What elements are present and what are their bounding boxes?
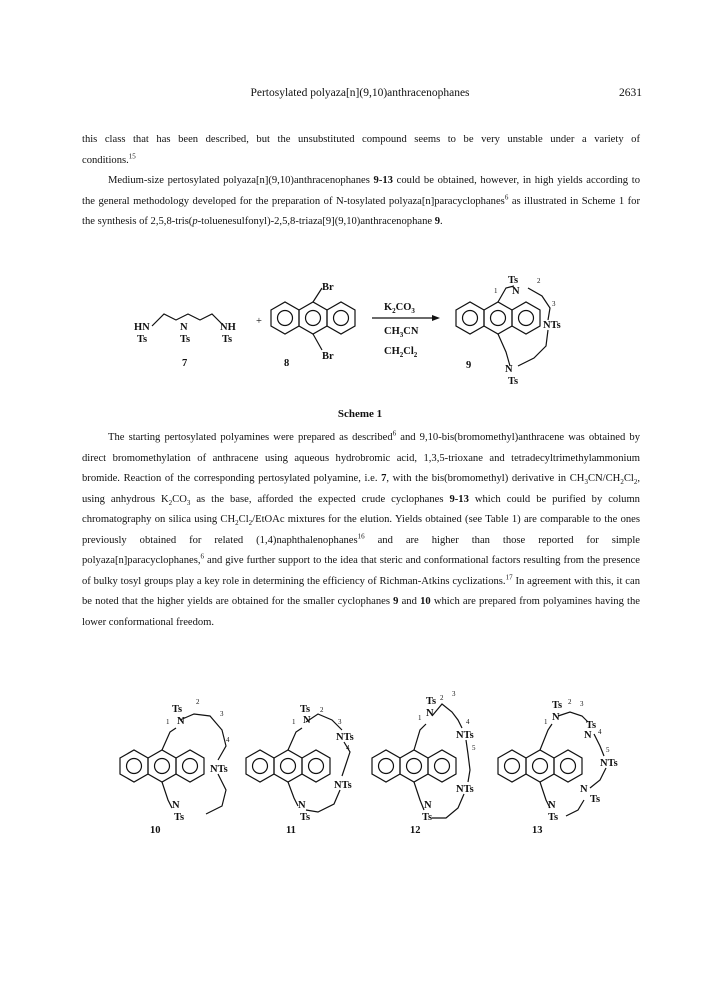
para1-line2: conditions.$^{15}$ <box>82 151 136 166</box>
c12-pos4: 4 <box>466 718 470 726</box>
c11-ts-bottom: Ts <box>300 812 311 823</box>
c12-pos3: 3 <box>452 690 456 698</box>
c13-pos1: 1 <box>544 718 548 726</box>
reagent-k2co3: $K_2CO_3$ <box>384 302 415 315</box>
c11-pos4: 4 <box>346 744 350 752</box>
c12-ts-top: Ts <box>426 696 437 707</box>
structures-10-13-figure <box>0 690 720 840</box>
para2-text: Medium-size pertosylated polyaza[n](9,10)anthracenophanes 9-13 could be obtained, however, in high yields according to the general methodology developed for the preparation of N-tosylated polyaza[n]paracyclophanes$^6$ as illustrated in Scheme 1 for the synthesis of 2,5,8-tris(p-toluenesulfonyl)-2,5,8-triaza[9](9,10)anthracenophane 9. <box>82 175 641 227</box>
c10-n-top: N <box>177 716 185 727</box>
c11-pos2: 2 <box>320 706 324 714</box>
paragraph-3 <box>82 428 640 633</box>
c13-n-lower: N <box>580 784 588 795</box>
c11-label: 11 <box>286 825 296 836</box>
reagent-ch3cn: $CH_3CN$ <box>384 326 419 339</box>
compound8-br-bottom: Br <box>322 351 334 362</box>
c10-pos1: 1 <box>166 718 170 726</box>
c13-pos3: 3 <box>580 700 584 708</box>
compound9-pos2: 2 <box>537 277 541 285</box>
c12-n-bottom: N <box>424 800 432 811</box>
c11-ts-top: Ts <box>300 704 311 715</box>
c12-n-top: N <box>426 708 434 719</box>
paragraph-1 <box>82 130 640 171</box>
c12-nts-upper: NTs <box>456 730 474 741</box>
compound7-label: 7 <box>182 358 188 369</box>
c11-pos1: 1 <box>292 718 296 726</box>
c12-nts-lower: NTs <box>456 784 474 795</box>
c12-pos2: 2 <box>440 694 444 702</box>
c10-ts-bottom: Ts <box>174 812 185 823</box>
c13-n-bottom: N <box>548 800 556 811</box>
compound9-ts-bottom: Ts <box>508 376 519 387</box>
c11-n-top: N <box>303 715 311 726</box>
c10-pos2: 2 <box>196 698 200 706</box>
para3-text: The starting pertosylated polyamines were prepared as described$^6$ and 9,10-bis(bromomethyl)anthracene was obtained by direct bromomethylation of anthracene using aqueous hydrobromic acid, 1,3,5-trioxane and tetradecyltrimethylammonium bromide. Reaction of the corresponding pertosylated polyamine, i.e. 7, with the bis(bromomethyl) derivative in $CH_3CN/CH_2Cl_2$, using anhydrous $K_2CO_3$ as the base, afforded the expected crude cyclophanes 9-13 which could be purified by column chromatography on silica using $CH_2Cl_2$/EtOAc mixtures for the elution. Yields obtained (see Table 1) are comparable to the ones previously obtained for related (1,4)naphthalenophanes$^{16}$ and are higher than those reported for simple polyaza[n]paracyclophanes,$^6$ and give further support to the idea that steric and conformational factors resulting from the presence of bulky tosyl groups play a key role in determining the efficiency of Richman-Atkins cyclizations.$^{17}$ In agreement with this, it can be noted that the higher yields are obtained for the smaller cyclophanes 9 and 10 which are prepared from polyamines having the lower conformational freedom. <box>82 429 641 628</box>
c13-pos5: 5 <box>606 746 610 754</box>
scheme-1-title: Scheme 1 <box>337 408 383 420</box>
running-header <box>0 87 720 107</box>
compound7-ts2: Ts <box>180 334 191 345</box>
compound9-n-top: N <box>512 286 520 297</box>
compound8-anthracene <box>271 288 355 350</box>
c13-ts-top: Ts <box>552 700 563 711</box>
compound7-ts1: Ts <box>137 334 148 345</box>
c13-nts-right: NTs <box>600 758 618 769</box>
c13-ts-lower: Ts <box>590 794 601 805</box>
c12-ts-bottom: Ts <box>422 812 433 823</box>
page-number: 2631 <box>619 87 642 99</box>
c10-pos4: 4 <box>226 736 230 744</box>
para1-line1: this class that has been described, but the unsubstituted compound seems to be very unstable under a variety of <box>82 134 640 145</box>
c11-pos3: 3 <box>338 718 342 726</box>
c13-pos4: 4 <box>598 728 602 736</box>
reagent-ch2cl2: $CH_2Cl_2$ <box>384 346 418 359</box>
c13-label: 13 <box>532 825 543 836</box>
compound9-n-bottom: N <box>505 364 513 375</box>
c10-n-bottom: N <box>172 800 180 811</box>
compound11-structure <box>246 714 350 812</box>
c13-ts-mid: Ts <box>586 720 597 731</box>
compound9-structure <box>456 286 550 366</box>
compound7-chain <box>152 314 224 326</box>
c12-pos5: 5 <box>472 744 476 752</box>
scheme-1-figure <box>0 268 720 403</box>
compound7-n: N <box>180 322 188 333</box>
compound7-nh: NH <box>220 322 236 333</box>
c12-pos1: 1 <box>418 714 422 722</box>
compound9-pos1: 1 <box>494 287 498 295</box>
compound9-nts: NTs <box>543 320 561 331</box>
running-title: Pertosylated polyaza[n](9,10)anthracenophanes <box>250 87 470 99</box>
c10-label: 10 <box>150 825 161 836</box>
c10-ts-top: Ts <box>172 704 183 715</box>
compound9-ts-top: Ts <box>508 275 519 286</box>
c11-nts-lower: NTs <box>334 780 352 791</box>
compound9-label: 9 <box>466 360 472 371</box>
compound7-ts3: Ts <box>222 334 233 345</box>
c13-ts-bottom: Ts <box>548 812 559 823</box>
c13-pos2: 2 <box>568 698 572 706</box>
c10-pos3: 3 <box>220 710 224 718</box>
c11-nts-upper: NTs <box>336 732 354 743</box>
compound7-hn: HN <box>134 322 150 333</box>
c11-n-bottom: N <box>298 800 306 811</box>
paragraph-2 <box>82 171 640 233</box>
compound8-br-top: Br <box>322 282 334 293</box>
c13-n-mid: N <box>584 730 592 741</box>
c13-n-top: N <box>552 712 560 723</box>
c12-label: 12 <box>410 825 421 836</box>
c10-nts: NTs <box>210 764 228 775</box>
plus-sign: + <box>256 316 262 327</box>
compound8-label: 8 <box>284 358 290 369</box>
compound9-pos3: 3 <box>552 300 556 308</box>
